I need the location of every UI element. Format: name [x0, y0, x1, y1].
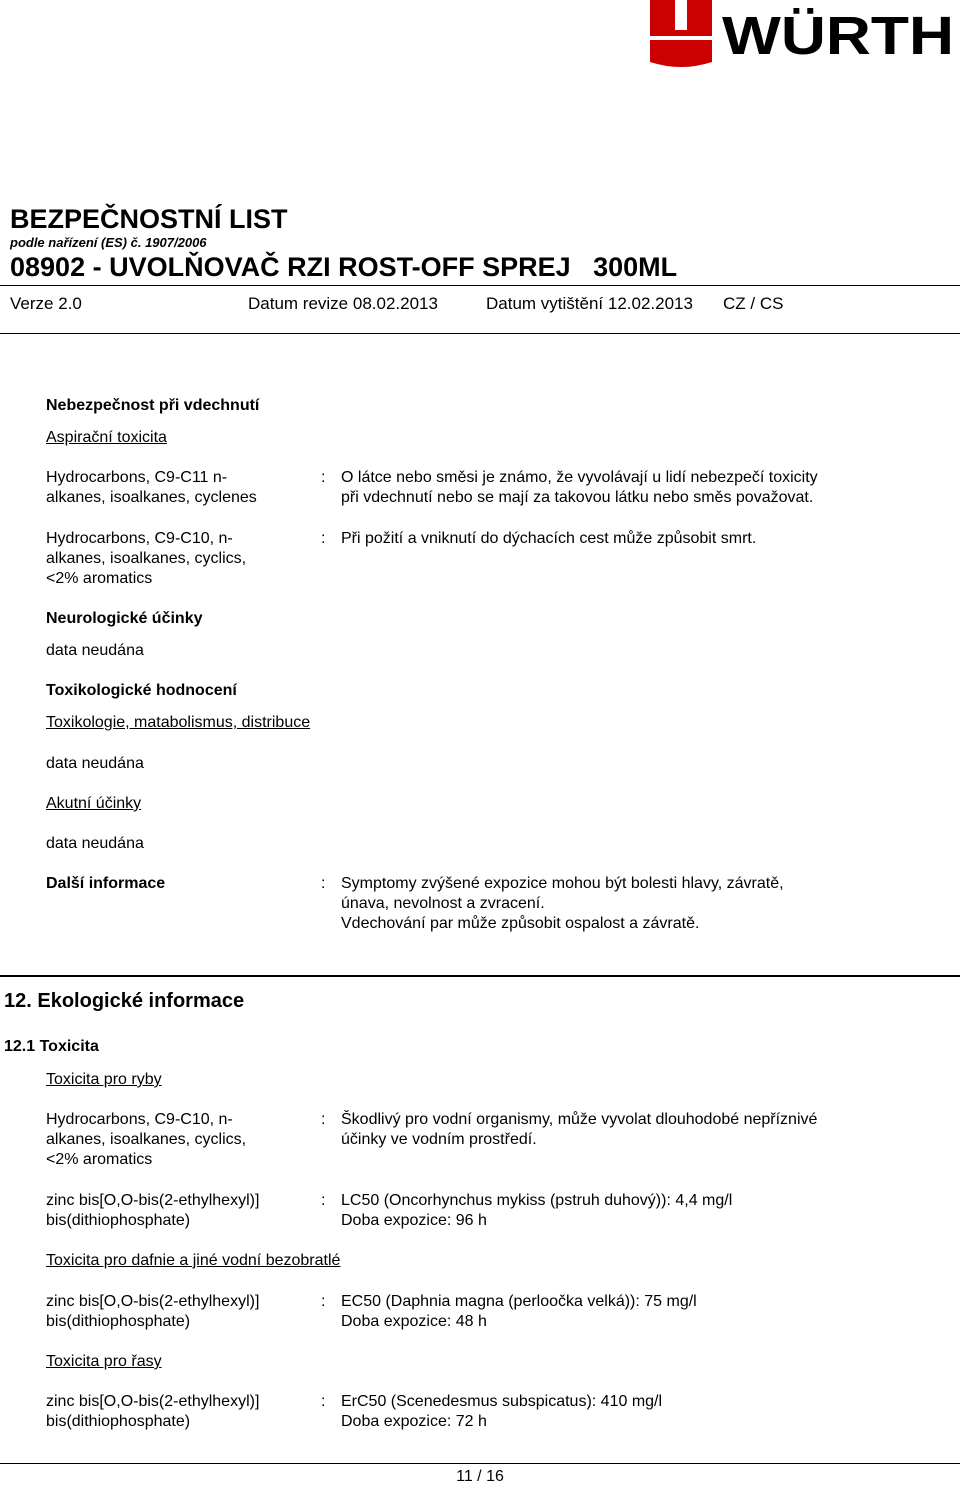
page-number: 11 / 16: [456, 1468, 504, 1485]
daphnia-toxicity-heading: Toxicita pro dafnie a jiné vodní bezobratlé: [46, 1252, 341, 1269]
acute-heading: Akutní účinky: [46, 795, 142, 812]
substance-value: EC50 (Daphnia magna (perloočka velká)): 75 mg/l Doba expozice: 48 h: [341, 1293, 697, 1330]
section-12-title: 12. Ekologické informace: [4, 990, 245, 1012]
header-divider-bottom: [0, 333, 960, 334]
colon: :: [321, 469, 326, 486]
substance-value: Při požití a vniknutí do dýchacích cest může způsobit smrt.: [341, 530, 757, 547]
document-title: BEZPEČNOSTNÍ LIST: [10, 204, 288, 234]
document-regulation: podle nařízení (ES) č. 1907/2006: [10, 235, 207, 250]
substance-label: Hydrocarbons, C9-C11 n- alkanes, isoalkanes, cyclenes: [46, 469, 257, 506]
algae-toxicity-heading: Toxicita pro řasy: [46, 1353, 162, 1370]
acute-text: data neudána: [46, 835, 144, 852]
print-date: Datum vytištění 12.02.2013: [486, 294, 693, 313]
substance-label: Hydrocarbons, C9-C10, n- alkanes, isoalkanes, cyclics, <2% aromatics: [46, 1111, 247, 1168]
wurth-logo: [648, 0, 958, 70]
colon: :: [321, 1111, 326, 1128]
tox-metabolism-heading: Toxikologie, matabolismus, distribuce: [46, 714, 311, 731]
fish-toxicity-heading: Toxicita pro ryby: [46, 1071, 162, 1088]
version: Verze 2.0: [10, 294, 82, 313]
inhalation-heading: Nebezpečnost při vdechnutí: [46, 397, 260, 414]
wurth-logo-graphic: [648, 0, 958, 70]
locale: CZ / CS: [723, 294, 784, 313]
substance-label: zinc bis[O,O-bis(2-ethylhexyl)] bis(dithiophosphate): [46, 1192, 260, 1229]
substance-value: ErC50 (Scenedesmus subspicatus): 410 mg/l Doba expozice: 72 h: [341, 1393, 663, 1430]
substance-label: zinc bis[O,O-bis(2-ethylhexyl)] bis(dithiophosphate): [46, 1393, 260, 1430]
substance-label: Hydrocarbons, C9-C10, n- alkanes, isoalkanes, cyclics, <2% aromatics: [46, 530, 247, 587]
other-info-label: Další informace: [46, 875, 166, 892]
substance-value: Škodlivý pro vodní organismy, může vyvolat dlouhodobé nepříznivé účinky ve vodním prostředí.: [341, 1111, 818, 1148]
tox-metabolism-text: data neudána: [46, 755, 144, 772]
footer-divider: [0, 1463, 960, 1464]
colon: :: [321, 1293, 326, 1310]
section-divider: [0, 975, 960, 977]
substance-value: O látce nebo směsi je známo, že vyvolávají u lidí nebezpečí toxicity při vdechnutí nebo se mají za takovou látku nebo směs považovat.: [341, 469, 818, 506]
other-info-value: Symptomy zvýšené expozice mohou být bolesti hlavy, závratě, únava, nevolnost a zvracení. Vdechování par může způsobit ospalost a závratě.: [341, 875, 784, 932]
colon: :: [321, 875, 326, 892]
product-name: 08902 - UVOLŇOVAČ RZI ROST-OFF SPREJ 300ML: [10, 252, 678, 282]
neuro-text: data neudána: [46, 642, 144, 659]
logo-wordmark: WÜRTH: [722, 6, 954, 66]
section-12-1-title: 12.1 Toxicita: [4, 1038, 99, 1055]
substance-value: LC50 (Oncorhynchus mykiss (pstruh duhový)): 4,4 mg/l Doba expozice: 96 h: [341, 1192, 733, 1229]
substance-label: zinc bis[O,O-bis(2-ethylhexyl)] bis(dithiophosphate): [46, 1293, 260, 1330]
neuro-heading: Neurologické účinky: [46, 610, 203, 627]
colon: :: [321, 1192, 326, 1209]
colon: :: [321, 530, 326, 547]
colon: :: [321, 1393, 326, 1410]
tox-eval-heading: Toxikologické hodnocení: [46, 682, 237, 699]
revision-date: Datum revize 08.02.2013: [248, 294, 438, 313]
aspiration-heading: Aspirační toxicita: [46, 429, 167, 446]
header-divider-top: [0, 285, 960, 286]
